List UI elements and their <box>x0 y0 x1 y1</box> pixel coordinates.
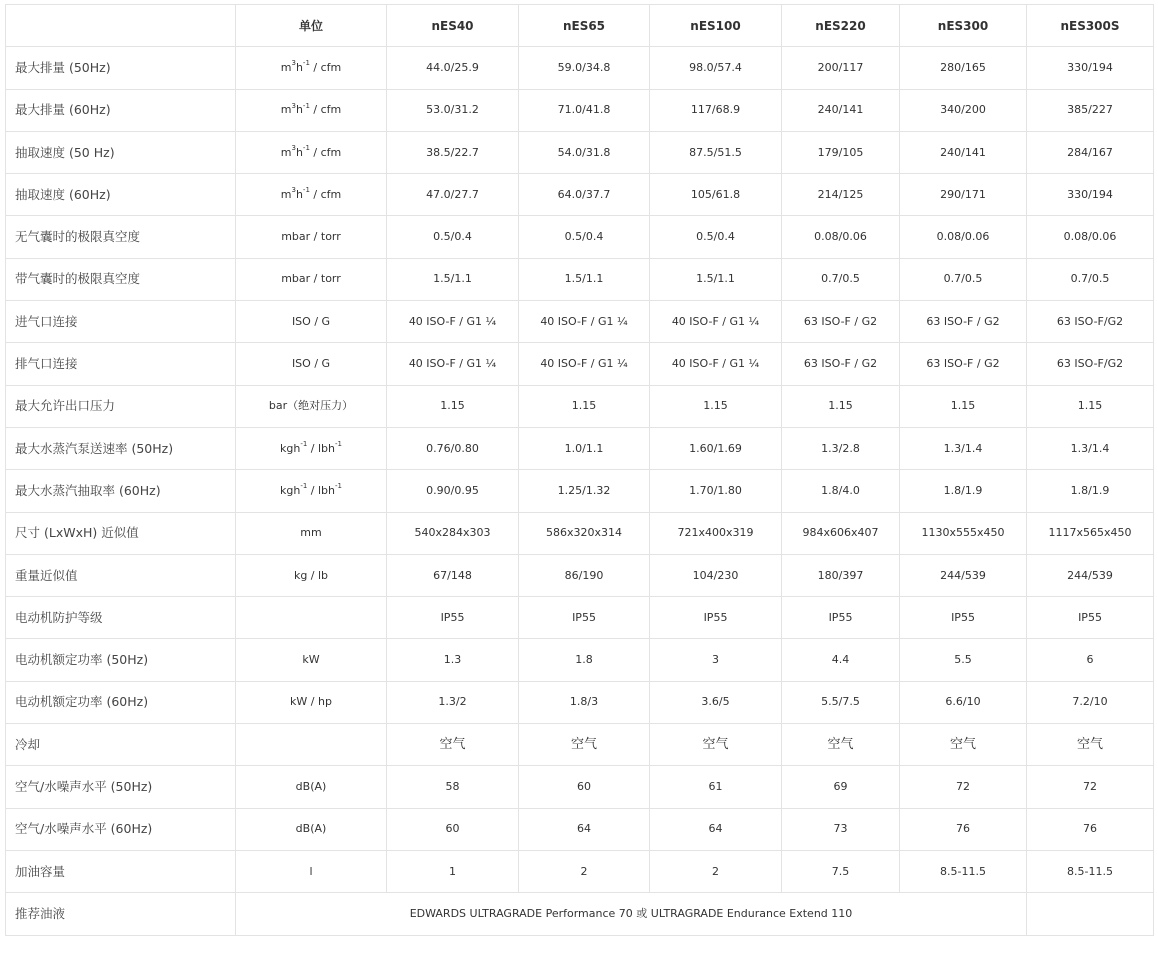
table-row <box>6 385 1154 427</box>
header-cell <box>6 5 236 47</box>
value-cell: 240/141 <box>782 89 900 131</box>
row-label: 冷却 <box>6 724 236 766</box>
value-cell: 1.60/1.69 <box>650 427 782 469</box>
value-cell: 63 ISO-F / G2 <box>900 301 1027 343</box>
value-cell: 3 <box>650 639 782 681</box>
value-cell: 1.15 <box>900 385 1027 427</box>
value-cell: 87.5/51.5 <box>650 131 782 173</box>
unit-cell: ISO / G <box>236 301 387 343</box>
value-cell: 721x400x319 <box>650 512 782 554</box>
value-cell: IP55 <box>900 597 1027 639</box>
value-cell: 1.15 <box>1027 385 1154 427</box>
table-row <box>6 174 1154 216</box>
spec-table-body <box>6 47 1154 893</box>
value-cell: 1 <box>387 850 519 892</box>
value-cell: 1.70/1.80 <box>650 470 782 512</box>
value-cell: 385/227 <box>1027 89 1154 131</box>
unit-cell: l <box>236 850 387 892</box>
value-cell: 69 <box>782 766 900 808</box>
value-cell: 63 ISO-F / G2 <box>900 343 1027 385</box>
table-row <box>6 301 1154 343</box>
value-cell: 63 ISO-F / G2 <box>782 343 900 385</box>
value-cell: 2 <box>519 850 650 892</box>
value-cell: 空气 <box>650 724 782 766</box>
value-cell: 64.0/37.7 <box>519 174 650 216</box>
value-cell: 67/148 <box>387 554 519 596</box>
header-cell-model: nES300S <box>1027 5 1154 47</box>
value-cell: 1.5/1.1 <box>650 258 782 300</box>
value-cell: 1.3/1.4 <box>900 427 1027 469</box>
value-cell: 4.4 <box>782 639 900 681</box>
value-cell: 0.7/0.5 <box>900 258 1027 300</box>
table-row <box>6 597 1154 639</box>
value-cell: 586x320x314 <box>519 512 650 554</box>
value-cell: 5.5 <box>900 639 1027 681</box>
row-label: 带气囊时的极限真空度 <box>6 258 236 300</box>
value-cell: 空气 <box>900 724 1027 766</box>
value-cell: IP55 <box>650 597 782 639</box>
value-cell: 244/539 <box>900 554 1027 596</box>
value-cell: 984x606x407 <box>782 512 900 554</box>
value-cell: 空气 <box>782 724 900 766</box>
empty-cell <box>1027 893 1154 935</box>
value-cell: 60 <box>387 808 519 850</box>
value-cell: 0.5/0.4 <box>519 216 650 258</box>
row-label: 电动机防护等级 <box>6 597 236 639</box>
value-cell: 105/61.8 <box>650 174 782 216</box>
value-cell: 1130x555x450 <box>900 512 1027 554</box>
value-cell: IP55 <box>782 597 900 639</box>
unit-cell: dB(A) <box>236 766 387 808</box>
value-cell: 1.3/1.4 <box>1027 427 1154 469</box>
unit-cell: kW <box>236 639 387 681</box>
value-cell: 72 <box>1027 766 1154 808</box>
value-cell: 8.5-11.5 <box>900 850 1027 892</box>
unit-cell: bar（绝对压力） <box>236 385 387 427</box>
value-cell: 1.8/1.9 <box>1027 470 1154 512</box>
header-cell-model: nES65 <box>519 5 650 47</box>
value-cell: 7.2/10 <box>1027 681 1154 723</box>
row-label: 空气/水噪声水平 (60Hz) <box>6 808 236 850</box>
value-cell: 290/171 <box>900 174 1027 216</box>
table-row <box>6 808 1154 850</box>
value-cell: 空气 <box>519 724 650 766</box>
value-cell: 244/539 <box>1027 554 1154 596</box>
row-label: 推荐油液 <box>6 893 236 935</box>
unit-cell: kg / lb <box>236 554 387 596</box>
value-cell: 340/200 <box>900 89 1027 131</box>
value-cell: 5.5/7.5 <box>782 681 900 723</box>
row-label: 最大允许出口压力 <box>6 385 236 427</box>
table-row <box>6 343 1154 385</box>
value-cell: 54.0/31.8 <box>519 131 650 173</box>
value-cell: 53.0/31.2 <box>387 89 519 131</box>
value-cell: 1.3/2 <box>387 681 519 723</box>
row-label: 抽取速度 (60Hz) <box>6 174 236 216</box>
value-cell: 63 ISO-F / G2 <box>782 301 900 343</box>
value-cell: IP55 <box>387 597 519 639</box>
spec-table <box>5 4 1154 936</box>
row-label: 电动机额定功率 (60Hz) <box>6 681 236 723</box>
value-cell: 1.8/4.0 <box>782 470 900 512</box>
table-row <box>6 258 1154 300</box>
row-label: 空气/水噪声水平 (50Hz) <box>6 766 236 808</box>
unit-cell: kgh$^{-1}$ / lbh$^{-1}$ <box>236 470 387 512</box>
value-cell: 59.0/34.8 <box>519 47 650 89</box>
value-cell: 86/190 <box>519 554 650 596</box>
value-cell: 0.7/0.5 <box>1027 258 1154 300</box>
value-cell: 空气 <box>1027 724 1154 766</box>
value-cell: 1.3 <box>387 639 519 681</box>
header-cell-model: nES220 <box>782 5 900 47</box>
header-cell-model: nES100 <box>650 5 782 47</box>
value-cell: 280/165 <box>900 47 1027 89</box>
unit-cell: kgh$^{-1}$ / lbh$^{-1}$ <box>236 427 387 469</box>
value-cell: 3.6/5 <box>650 681 782 723</box>
value-cell: 63 ISO-F/G2 <box>1027 343 1154 385</box>
value-cell: 0.7/0.5 <box>782 258 900 300</box>
value-cell: 58 <box>387 766 519 808</box>
value-cell: 1.5/1.1 <box>519 258 650 300</box>
value-cell: 1.25/1.32 <box>519 470 650 512</box>
value-cell: 2 <box>650 850 782 892</box>
value-cell: 240/141 <box>900 131 1027 173</box>
value-cell: 64 <box>650 808 782 850</box>
header-row <box>6 5 1154 47</box>
unit-cell: mm <box>236 512 387 554</box>
value-cell: 73 <box>782 808 900 850</box>
unit-cell <box>236 597 387 639</box>
value-cell: 空气 <box>387 724 519 766</box>
table-row <box>6 89 1154 131</box>
value-cell: 0.76/0.80 <box>387 427 519 469</box>
unit-cell: ISO / G <box>236 343 387 385</box>
unit-cell: $m^3h^{-1}$ / cfm <box>236 47 387 89</box>
table-row <box>6 427 1154 469</box>
value-cell: 0.08/0.06 <box>1027 216 1154 258</box>
unit-cell: dB(A) <box>236 808 387 850</box>
value-cell: 1117x565x450 <box>1027 512 1154 554</box>
value-cell: 72 <box>900 766 1027 808</box>
unit-cell: $m^3h^{-1}$ / cfm <box>236 131 387 173</box>
row-label: 最大水蒸汽抽取率 (60Hz) <box>6 470 236 512</box>
value-cell: 1.15 <box>387 385 519 427</box>
value-cell: 47.0/27.7 <box>387 174 519 216</box>
value-cell: 40 ISO-F / G1 ¼ <box>650 343 782 385</box>
value-cell: 0.5/0.4 <box>650 216 782 258</box>
value-cell: 1.5/1.1 <box>387 258 519 300</box>
row-label: 最大水蒸汽泵送速率 (50Hz) <box>6 427 236 469</box>
value-cell: 200/117 <box>782 47 900 89</box>
value-cell: 60 <box>519 766 650 808</box>
row-label: 最大排量 (60Hz) <box>6 89 236 131</box>
row-label: 电动机额定功率 (50Hz) <box>6 639 236 681</box>
value-cell: 40 ISO-F / G1 ¼ <box>387 301 519 343</box>
value-cell: 0.90/0.95 <box>387 470 519 512</box>
table-row <box>6 512 1154 554</box>
value-cell: 40 ISO-F / G1 ¼ <box>519 343 650 385</box>
value-cell: IP55 <box>1027 597 1154 639</box>
value-cell: 63 ISO-F/G2 <box>1027 301 1154 343</box>
value-cell: 1.15 <box>650 385 782 427</box>
value-cell: IP55 <box>519 597 650 639</box>
row-label: 重量近似值 <box>6 554 236 596</box>
table-row <box>6 766 1154 808</box>
row-label: 加油容量 <box>6 850 236 892</box>
value-cell: 6 <box>1027 639 1154 681</box>
value-cell: 40 ISO-F / G1 ¼ <box>519 301 650 343</box>
value-cell: 214/125 <box>782 174 900 216</box>
table-row <box>6 131 1154 173</box>
value-cell: 6.6/10 <box>900 681 1027 723</box>
table-row <box>6 216 1154 258</box>
unit-cell: $m^3h^{-1}$ / cfm <box>236 174 387 216</box>
row-label: 抽取速度 (50 Hz) <box>6 131 236 173</box>
value-cell: 44.0/25.9 <box>387 47 519 89</box>
value-cell: 1.0/1.1 <box>519 427 650 469</box>
value-cell: 180/397 <box>782 554 900 596</box>
value-cell: 330/194 <box>1027 174 1154 216</box>
table-row <box>6 47 1154 89</box>
row-label: 排气口连接 <box>6 343 236 385</box>
row-label: 最大排量 (50Hz) <box>6 47 236 89</box>
unit-cell <box>236 724 387 766</box>
value-cell: 76 <box>1027 808 1154 850</box>
value-cell: 1.3/2.8 <box>782 427 900 469</box>
unit-cell: mbar / torr <box>236 258 387 300</box>
row-label: 尺寸 (LxWxH) 近似值 <box>6 512 236 554</box>
value-cell: 0.08/0.06 <box>782 216 900 258</box>
value-cell: 1.8 <box>519 639 650 681</box>
header-cell-unit: 单位 <box>236 5 387 47</box>
value-cell: 40 ISO-F / G1 ¼ <box>650 301 782 343</box>
value-cell: 0.08/0.06 <box>900 216 1027 258</box>
value-cell: 1.15 <box>519 385 650 427</box>
value-cell: 98.0/57.4 <box>650 47 782 89</box>
value-cell: 0.5/0.4 <box>387 216 519 258</box>
value-cell: 540x284x303 <box>387 512 519 554</box>
value-cell: 179/105 <box>782 131 900 173</box>
value-cell: 40 ISO-F / G1 ¼ <box>387 343 519 385</box>
value-cell: 330/194 <box>1027 47 1154 89</box>
value-cell: 284/167 <box>1027 131 1154 173</box>
header-cell-model: nES300 <box>900 5 1027 47</box>
value-cell: 64 <box>519 808 650 850</box>
table-row <box>6 554 1154 596</box>
value-cell: 1.15 <box>782 385 900 427</box>
unit-cell: kW / hp <box>236 681 387 723</box>
value-cell: 117/68.9 <box>650 89 782 131</box>
table-row <box>6 681 1154 723</box>
table-row <box>6 850 1154 892</box>
value-cell: 38.5/22.7 <box>387 131 519 173</box>
unit-cell: $m^3h^{-1}$ / cfm <box>236 89 387 131</box>
value-cell: 8.5-11.5 <box>1027 850 1154 892</box>
oil-value-cell: EDWARDS ULTRAGRADE Performance 70 或 ULTRAGRADE Endurance Extend 110 <box>236 893 1027 935</box>
row-label: 进气口连接 <box>6 301 236 343</box>
unit-cell: mbar / torr <box>236 216 387 258</box>
value-cell: 104/230 <box>650 554 782 596</box>
value-cell: 76 <box>900 808 1027 850</box>
value-cell: 1.8/1.9 <box>900 470 1027 512</box>
header-cell-model: nES40 <box>387 5 519 47</box>
table-row <box>6 470 1154 512</box>
value-cell: 1.8/3 <box>519 681 650 723</box>
table-row-oil <box>6 893 1154 935</box>
value-cell: 71.0/41.8 <box>519 89 650 131</box>
table-row <box>6 724 1154 766</box>
value-cell: 7.5 <box>782 850 900 892</box>
row-label: 无气囊时的极限真空度 <box>6 216 236 258</box>
table-row <box>6 639 1154 681</box>
value-cell: 61 <box>650 766 782 808</box>
